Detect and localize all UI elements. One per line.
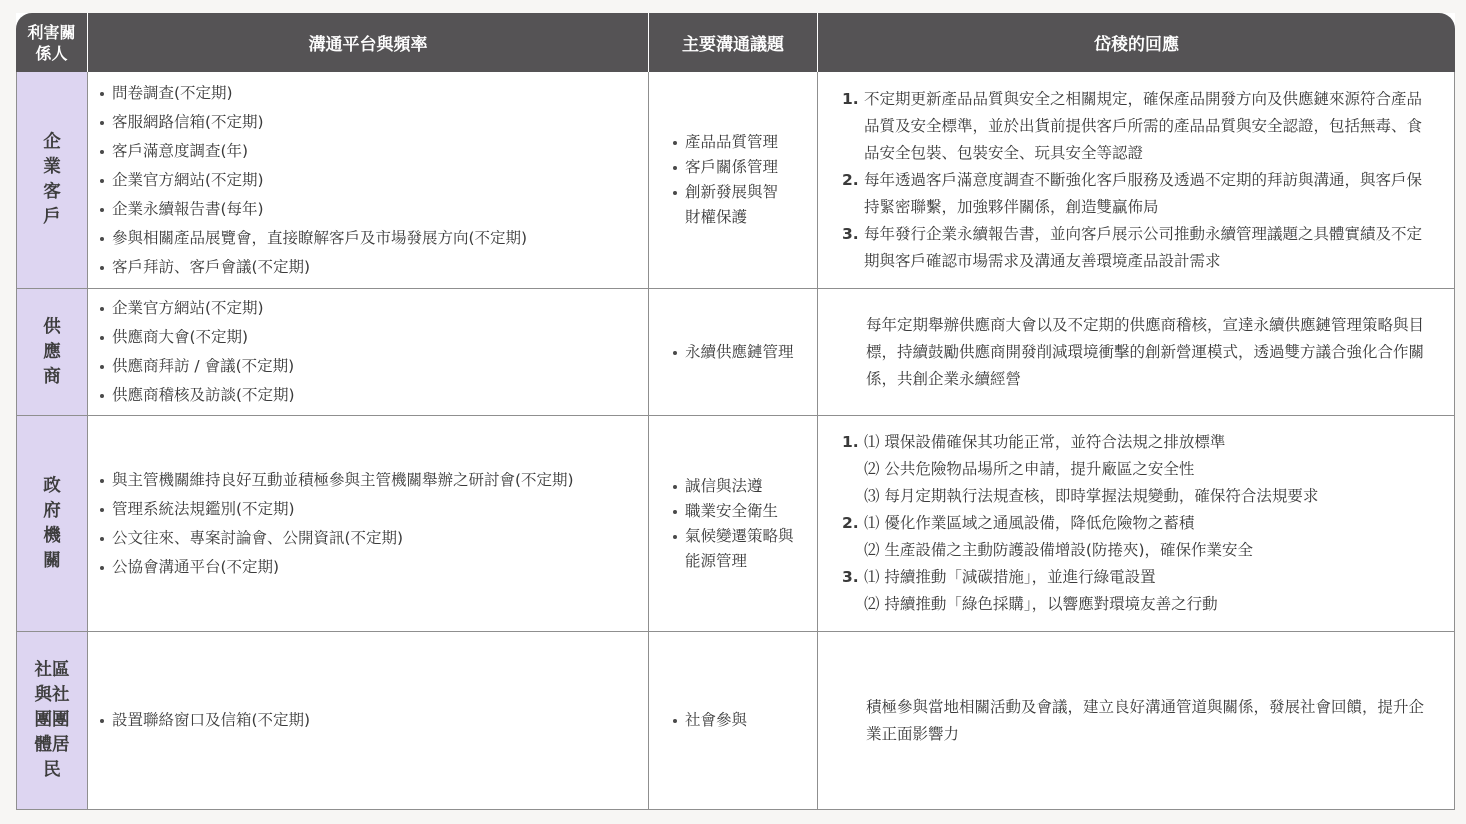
- list-item: 客戶拜訪、客戶會議(不定期): [100, 253, 648, 282]
- response-subitem: ⑵ 生產設備之主動防護設備增設(防捲夾)，確保作業安全: [864, 541, 1254, 559]
- response-subitem: ⑴ 環保設備確保其功能正常，並符合法規之排放標準: [864, 433, 1226, 451]
- stakeholder-label: 政府機關: [43, 475, 61, 571]
- issues-cell: [649, 632, 818, 810]
- response-subitem: ⑴ 持續推動「減碳措施」，並進行綠電設置: [864, 568, 1156, 586]
- list-item: 產品品質管理: [673, 130, 817, 155]
- stakeholder-communication-table: [16, 13, 1455, 810]
- list-item: 職業安全衛生: [673, 499, 817, 524]
- response-item: [842, 564, 1454, 618]
- list-item: 公協會溝通平台(不定期): [100, 553, 648, 582]
- platform-cell: [88, 416, 649, 632]
- table-row: [16, 632, 1455, 810]
- list-item: 社會參與: [673, 708, 817, 733]
- response-subitem: ⑵ 持續推動「綠色採購」，以響應對環境友善之行動: [864, 595, 1218, 613]
- platform-list: [88, 79, 648, 282]
- table-header-row: [16, 13, 1455, 72]
- issues-cell: [649, 416, 818, 632]
- response-list: [818, 429, 1454, 618]
- list-item: 永續供應鏈管理: [673, 340, 817, 365]
- list-item: 氣候變遷策略與能源管理: [673, 524, 797, 574]
- response-text: 積極參與當地相關活動及會議，建立良好溝通管道與關係，發展社會回饋，提升企業正面影響力: [866, 697, 1425, 743]
- list-item: 客服網路信箱(不定期): [100, 108, 648, 137]
- list-item: 參與相關產品展覽會，直接瞭解客戶及市場發展方向(不定期): [100, 224, 648, 253]
- list-item: 供應商大會(不定期): [100, 323, 648, 352]
- response-text: 每年發行企業永續報告書，並向客戶展示公司推動永續管理議題之具體實績及不定期與客戶確認市場需求及溝通友善環境產品設計需求: [864, 224, 1423, 270]
- list-item: 企業永續報告書(每年): [100, 195, 648, 224]
- issues-list: [649, 340, 817, 365]
- list-item: 公文往來、專案討論會、公開資訊(不定期): [100, 524, 648, 553]
- response-cell: [818, 72, 1455, 289]
- table-row: [16, 289, 1455, 416]
- stakeholder-label: 社區與社團團體居民: [34, 660, 70, 780]
- response-subitem: ⑶ 每月定期執行法規查核，即時掌握法規變動，確保符合法規要求: [864, 487, 1319, 505]
- response-cell: [818, 416, 1455, 632]
- table-row: [16, 416, 1455, 632]
- header-platform: 溝通平台與頻率: [88, 13, 649, 72]
- header-stakeholder: [16, 13, 88, 72]
- response-item: [842, 167, 1432, 221]
- list-item: 問卷調查(不定期): [100, 79, 648, 108]
- response-cell: [818, 632, 1455, 810]
- header-stakeholder-label: 利害關係人: [27, 22, 76, 63]
- list-item: 客戶滿意度調查(年): [100, 137, 648, 166]
- response-item: [842, 221, 1432, 275]
- stakeholder-label: 供應商: [43, 316, 61, 387]
- stakeholder-table-wrap: [16, 13, 1455, 810]
- list-item: 客戶關係管理: [673, 155, 817, 180]
- response-text: 每年定期舉辦供應商大會以及不定期的供應商稽核，宣達永續供應鏈管理策略與目標，持續鼓勵供應商開發削減環境衝擊的創新營運模式，透過雙方議合強化合作關係，共創企業永續經營: [866, 315, 1425, 388]
- response-list: [818, 86, 1454, 275]
- issues-list: [649, 130, 817, 230]
- response-text: 每年透過客戶滿意度調查不斷強化客戶服務及透過不定期的拜訪與溝通，與客戶保持緊密聯繫，加強夥伴關係，創造雙贏佈局: [864, 170, 1423, 216]
- list-item: 管理系統法規鑑別(不定期): [100, 495, 648, 524]
- response-item: [842, 429, 1454, 510]
- issues-list: [649, 474, 817, 574]
- list-item: 誠信與法遵: [673, 474, 817, 499]
- platform-list: [88, 466, 648, 582]
- stakeholder-cell: [16, 72, 88, 289]
- stakeholder-cell: [16, 289, 88, 416]
- stakeholder-label: 企業客戶: [43, 132, 61, 227]
- response-cell: [818, 289, 1455, 416]
- platform-cell: [88, 289, 649, 416]
- response-item: [842, 510, 1454, 564]
- list-item: 設置聯絡窗口及信箱(不定期): [100, 706, 648, 735]
- list-item: 供應商稽核及訪談(不定期): [100, 381, 648, 410]
- header-response: 岱稜的回應: [818, 13, 1455, 72]
- list-item: 創新發展與智財權保護: [673, 180, 781, 230]
- list-item: 企業官方網站(不定期): [100, 166, 648, 195]
- header-issues: 主要溝通議題: [649, 13, 818, 72]
- issues-cell: [649, 289, 818, 416]
- response-item: [842, 86, 1432, 167]
- issues-list: [649, 708, 817, 733]
- response-subitem: ⑵ 公共危險物品場所之申請，提升廠區之安全性: [864, 460, 1195, 478]
- list-item: 與主管機關維持良好互動並積極參與主管機關舉辦之研討會(不定期): [100, 466, 648, 495]
- table-row: [16, 72, 1455, 289]
- stakeholder-cell: [16, 416, 88, 632]
- platform-cell: [88, 72, 649, 289]
- stakeholder-cell: [16, 632, 88, 810]
- response-text: 不定期更新產品品質與安全之相關規定，確保產品開發方向及供應鏈來源符合產品品質及安全標準，並於出貨前提供客戶所需的產品品質與安全認證，包括無毒、食品安全包裝、包裝安全、玩具安全等認證: [864, 89, 1423, 162]
- issues-cell: [649, 72, 818, 289]
- list-item: 供應商拜訪 / 會議(不定期): [100, 352, 648, 381]
- list-item: 企業官方網站(不定期): [100, 294, 648, 323]
- platform-list: [88, 706, 648, 735]
- response-subitem: ⑴ 優化作業區域之通風設備，降低危險物之蓄積: [864, 514, 1195, 532]
- platform-cell: [88, 632, 649, 810]
- platform-list: [88, 294, 648, 410]
